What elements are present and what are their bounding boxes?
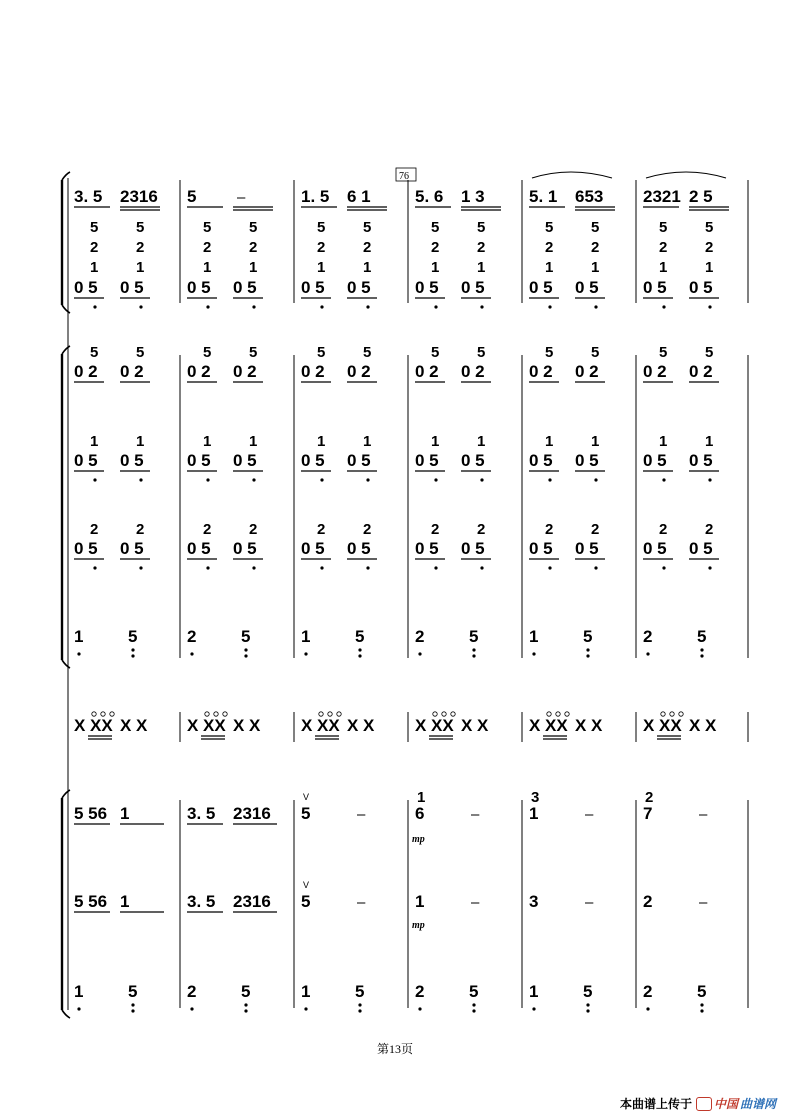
lower-note: 5 xyxy=(583,982,593,1001)
chord-bass-05: 0 5 xyxy=(233,278,257,297)
chord-mid-2: 2 xyxy=(317,239,326,256)
dyad-lower-pair: 0 2 xyxy=(301,362,325,381)
octave-dot xyxy=(646,652,649,655)
melody-note: 2321 xyxy=(643,187,681,206)
dyad-lower-pair: 0 5 xyxy=(643,451,667,470)
bracket-system1-bottom xyxy=(62,305,70,313)
chord-bass-05: 0 5 xyxy=(461,278,485,297)
dyad-lower-pair: 0 5 xyxy=(643,539,667,558)
lower-note: 5 xyxy=(301,892,311,911)
chord-mid-2: 2 xyxy=(659,239,668,256)
chord-bass-05: 0 5 xyxy=(575,278,599,297)
dyad-lower-pair: 0 5 xyxy=(120,451,144,470)
bracket-system4-top xyxy=(62,790,70,798)
octave-dot xyxy=(700,1003,703,1006)
chord-bass-05: 0 5 xyxy=(120,278,144,297)
octave-dot xyxy=(700,648,703,651)
chord-upper-5: 5 xyxy=(249,219,258,236)
octave-dot xyxy=(244,1003,247,1006)
octave-dot xyxy=(700,654,703,657)
dynamic-mp: mp xyxy=(412,920,425,931)
dyad-lower-pair: 0 5 xyxy=(529,539,553,558)
octave-dot xyxy=(366,305,369,308)
lower-note: 1 xyxy=(120,804,130,823)
dyad-upper-note: 5 xyxy=(705,344,714,361)
lower-dash: – xyxy=(357,806,366,823)
percussion-hits: X X xyxy=(575,716,603,735)
dyad-upper-note: 5 xyxy=(545,344,554,361)
percussion-hits: X X xyxy=(233,716,261,735)
lower-note: 5 xyxy=(128,982,138,1001)
octave-dot xyxy=(206,478,209,481)
lower-note: 6 xyxy=(415,804,425,823)
lower-dash: – xyxy=(471,894,480,911)
bracket-system2-top xyxy=(62,346,70,354)
dyad-upper-note: 5 xyxy=(317,344,326,361)
octave-dot xyxy=(358,1003,361,1006)
dyad-upper-note: 1 xyxy=(705,433,714,450)
dyad-upper-note: 1 xyxy=(90,433,99,450)
lower-note: 1 xyxy=(415,892,425,911)
lower-note: 3. 5 xyxy=(187,804,216,823)
lower-note: 2316 xyxy=(233,804,271,823)
dyad-lower-pair: 0 5 xyxy=(74,539,98,558)
octave-dot xyxy=(93,566,96,569)
lower-note: 7 xyxy=(643,804,653,823)
dyad-lower-pair: 0 5 xyxy=(461,451,485,470)
octave-dot xyxy=(131,1003,134,1006)
chord-low-1: 1 xyxy=(90,259,99,276)
octave-dot xyxy=(472,654,475,657)
octave-dot xyxy=(480,478,483,481)
breath-mark: V xyxy=(303,792,310,802)
percussion-hits: X XX xyxy=(643,716,682,735)
chord-bass-05: 0 5 xyxy=(643,278,667,297)
octave-dot xyxy=(662,478,665,481)
octave-dot xyxy=(586,1009,589,1012)
octave-dot xyxy=(594,478,597,481)
octave-dot xyxy=(139,478,142,481)
dyad-lower-pair: 0 5 xyxy=(347,451,371,470)
dyad-upper-note: 1 xyxy=(431,433,440,450)
bass-note: 2 xyxy=(415,627,425,646)
octave-dot xyxy=(206,566,209,569)
lower-note: 5 xyxy=(469,982,479,1001)
chord-mid-2: 2 xyxy=(249,239,258,256)
dyad-upper-note: 5 xyxy=(203,344,212,361)
dyad-lower-pair: 0 2 xyxy=(643,362,667,381)
page-number: 第13页 xyxy=(376,1042,413,1056)
dyad-upper-note: 1 xyxy=(545,433,554,450)
chord-bass-05: 0 5 xyxy=(301,278,325,297)
bracket-system1-top xyxy=(62,172,70,180)
dyad-upper-note: 1 xyxy=(363,433,372,450)
chord-upper-5: 5 xyxy=(545,219,554,236)
octave-dot xyxy=(594,566,597,569)
octave-dot xyxy=(548,566,551,569)
chord-mid-2: 2 xyxy=(136,239,145,256)
dyad-upper-note: 5 xyxy=(136,344,145,361)
dyad-lower-pair: 0 5 xyxy=(529,451,553,470)
chord-mid-2: 2 xyxy=(545,239,554,256)
octave-dot xyxy=(206,305,209,308)
chord-bass-05: 0 5 xyxy=(415,278,439,297)
melody-note: 1. 5 xyxy=(301,187,330,206)
octave-dot xyxy=(646,1007,649,1010)
dyad-lower-pair: 0 2 xyxy=(187,362,211,381)
octave-dot xyxy=(708,305,711,308)
dyad-upper-note: 2 xyxy=(431,521,440,538)
dyad-lower-pair: 0 2 xyxy=(415,362,439,381)
lower-dash: – xyxy=(471,806,480,823)
dyad-lower-pair: 0 5 xyxy=(347,539,371,558)
chord-upper-5: 5 xyxy=(591,219,600,236)
chord-mid-2: 2 xyxy=(705,239,714,256)
lower-dash: – xyxy=(585,894,594,911)
lower-note: 1 xyxy=(74,982,84,1001)
octave-dot xyxy=(304,1007,307,1010)
site-logo xyxy=(696,1095,776,1112)
chord-mid-2: 2 xyxy=(477,239,486,256)
melody-note: 5 xyxy=(187,187,197,206)
melody-note: 6 1 xyxy=(347,187,371,206)
octave-dot xyxy=(480,305,483,308)
dyad-upper-note: 2 xyxy=(203,521,212,538)
dyad-lower-pair: 0 5 xyxy=(689,539,713,558)
percussion-hits: X X xyxy=(461,716,489,735)
chord-low-1: 1 xyxy=(136,259,145,276)
dyad-lower-pair: 0 5 xyxy=(233,539,257,558)
melody-note: 5. 6 xyxy=(415,187,444,206)
dyad-upper-note: 2 xyxy=(477,521,486,538)
dyad-upper-note: 1 xyxy=(659,433,668,450)
bass-note: 5 xyxy=(355,627,365,646)
chord-bass-05: 0 5 xyxy=(347,278,371,297)
dyad-lower-pair: 0 5 xyxy=(301,451,325,470)
chord-upper-5: 5 xyxy=(203,219,212,236)
chord-low-1: 1 xyxy=(203,259,212,276)
percussion-hits: X XX xyxy=(74,716,113,735)
bass-note: 5 xyxy=(583,627,593,646)
octave-dot xyxy=(77,652,80,655)
site-footer xyxy=(620,1095,776,1112)
dyad-lower-pair: 0 2 xyxy=(689,362,713,381)
lower-note: 1 xyxy=(529,804,539,823)
lower-note: 2316 xyxy=(233,892,271,911)
bass-note: 1 xyxy=(74,627,84,646)
chord-bass-05: 0 5 xyxy=(187,278,211,297)
dyad-upper-note: 2 xyxy=(545,521,554,538)
dyad-upper-note: 5 xyxy=(591,344,600,361)
upper-stacked-note: 3 xyxy=(531,789,540,806)
octave-dot xyxy=(358,648,361,651)
dyad-lower-pair: 0 2 xyxy=(233,362,257,381)
melody-note: 5. 1 xyxy=(529,187,558,206)
dyad-lower-pair: 0 5 xyxy=(187,451,211,470)
chord-upper-5: 5 xyxy=(363,219,372,236)
dyad-upper-note: 5 xyxy=(659,344,668,361)
octave-dot xyxy=(366,566,369,569)
rehearsal-mark-text: 76 xyxy=(399,171,409,182)
dyad-lower-pair: 0 5 xyxy=(187,539,211,558)
octave-dot xyxy=(252,478,255,481)
melody-note: 3. 5 xyxy=(74,187,103,206)
octave-dot xyxy=(586,648,589,651)
octave-dot xyxy=(532,652,535,655)
octave-dot xyxy=(472,1009,475,1012)
logo-text-red: 中国 xyxy=(713,1097,738,1111)
percussion-hits: X X xyxy=(120,716,148,735)
octave-dot xyxy=(244,1009,247,1012)
chord-mid-2: 2 xyxy=(591,239,600,256)
octave-dot xyxy=(586,654,589,657)
chord-bass-05: 0 5 xyxy=(689,278,713,297)
chord-upper-5: 5 xyxy=(317,219,326,236)
octave-dot xyxy=(594,305,597,308)
octave-dot xyxy=(434,478,437,481)
chord-upper-5: 5 xyxy=(136,219,145,236)
octave-dot xyxy=(662,305,665,308)
octave-dot xyxy=(708,566,711,569)
melody-note: 653 xyxy=(575,187,604,206)
bracket-system2-bottom xyxy=(62,660,70,668)
chord-low-1: 1 xyxy=(431,259,440,276)
slur xyxy=(646,172,726,178)
dyad-lower-pair: 0 5 xyxy=(415,451,439,470)
lower-note: 2 xyxy=(643,982,653,1001)
dynamic-mp: mp xyxy=(412,834,425,845)
melody-note: 2 5 xyxy=(689,187,713,206)
dyad-upper-note: 2 xyxy=(363,521,372,538)
octave-dot xyxy=(700,1009,703,1012)
dyad-upper-note: 2 xyxy=(591,521,600,538)
octave-dot xyxy=(93,305,96,308)
lower-note: 1 xyxy=(301,982,311,1001)
dyad-upper-note: 1 xyxy=(591,433,600,450)
chord-upper-5: 5 xyxy=(659,219,668,236)
slur xyxy=(532,172,612,178)
dyad-upper-note: 2 xyxy=(90,521,99,538)
lower-note: 5 xyxy=(697,982,707,1001)
dyad-lower-pair: 0 2 xyxy=(347,362,371,381)
melody-dash: – xyxy=(237,189,246,206)
chord-low-1: 1 xyxy=(705,259,714,276)
dyad-lower-pair: 0 2 xyxy=(461,362,485,381)
dyad-lower-pair: 0 2 xyxy=(575,362,599,381)
chord-mid-2: 2 xyxy=(90,239,99,256)
melody-note: 1 3 xyxy=(461,187,485,206)
octave-dot xyxy=(131,1009,134,1012)
lower-dash: – xyxy=(585,806,594,823)
dyad-upper-note: 2 xyxy=(317,521,326,538)
footer-upload-text: 本曲谱上传于 xyxy=(619,1097,692,1111)
lower-note: 2 xyxy=(187,982,197,1001)
chord-upper-5: 5 xyxy=(705,219,714,236)
dyad-upper-note: 5 xyxy=(477,344,486,361)
dyad-lower-pair: 0 2 xyxy=(529,362,553,381)
chord-mid-2: 2 xyxy=(203,239,212,256)
chord-upper-5: 5 xyxy=(431,219,440,236)
dyad-upper-note: 1 xyxy=(249,433,258,450)
chord-upper-5: 5 xyxy=(477,219,486,236)
octave-dot xyxy=(190,1007,193,1010)
logo-icon xyxy=(696,1097,712,1111)
bass-note: 1 xyxy=(301,627,311,646)
dyad-upper-note: 2 xyxy=(136,521,145,538)
octave-dot xyxy=(77,1007,80,1010)
octave-dot xyxy=(548,305,551,308)
lower-note: 5 xyxy=(301,804,311,823)
dyad-lower-pair: 0 5 xyxy=(301,539,325,558)
dyad-lower-pair: 0 5 xyxy=(120,539,144,558)
percussion-hits: X XX xyxy=(415,716,454,735)
octave-dot xyxy=(366,478,369,481)
chord-mid-2: 2 xyxy=(363,239,372,256)
octave-dot xyxy=(358,1009,361,1012)
dyad-upper-note: 5 xyxy=(249,344,258,361)
octave-dot xyxy=(472,648,475,651)
octave-dot xyxy=(708,478,711,481)
octave-dot xyxy=(93,478,96,481)
lower-note: 5 56 xyxy=(74,892,108,911)
octave-dot xyxy=(139,566,142,569)
dyad-lower-pair: 0 5 xyxy=(575,539,599,558)
dyad-upper-note: 1 xyxy=(477,433,486,450)
lower-dash: – xyxy=(699,806,708,823)
octave-dot xyxy=(304,652,307,655)
octave-dot xyxy=(548,478,551,481)
lower-note: 5 xyxy=(355,982,365,1001)
octave-dot xyxy=(532,1007,535,1010)
octave-dot xyxy=(434,566,437,569)
lower-dash: – xyxy=(699,894,708,911)
chord-low-1: 1 xyxy=(659,259,668,276)
octave-dot xyxy=(252,305,255,308)
lower-note: 3. 5 xyxy=(187,892,216,911)
dyad-lower-pair: 0 5 xyxy=(415,539,439,558)
bracket-system4-bottom xyxy=(62,1010,70,1018)
percussion-hits: X XX xyxy=(529,716,568,735)
octave-dot xyxy=(358,654,361,657)
lower-note: 5 56 xyxy=(74,804,108,823)
lower-note: 1 xyxy=(120,892,130,911)
chord-low-1: 1 xyxy=(545,259,554,276)
octave-dot xyxy=(418,1007,421,1010)
logo-text-blue: 曲谱网 xyxy=(739,1097,776,1111)
bass-note: 2 xyxy=(187,627,197,646)
lower-note: 1 xyxy=(529,982,539,1001)
percussion-hits: X X xyxy=(689,716,717,735)
octave-dot xyxy=(586,1003,589,1006)
dyad-lower-pair: 0 5 xyxy=(689,451,713,470)
percussion-hits: X XX xyxy=(301,716,340,735)
breath-mark: V xyxy=(303,880,310,890)
bass-note: 1 xyxy=(529,627,539,646)
dyad-lower-pair: 0 5 xyxy=(461,539,485,558)
bass-note: 5 xyxy=(128,627,138,646)
octave-dot xyxy=(139,305,142,308)
octave-dot xyxy=(190,652,193,655)
chord-bass-05: 0 5 xyxy=(529,278,553,297)
dyad-upper-note: 5 xyxy=(363,344,372,361)
dyad-upper-note: 2 xyxy=(705,521,714,538)
bass-note: 5 xyxy=(241,627,251,646)
octave-dot xyxy=(252,566,255,569)
chord-low-1: 1 xyxy=(363,259,372,276)
octave-dot xyxy=(472,1003,475,1006)
dyad-upper-note: 2 xyxy=(249,521,258,538)
lower-note: 3 xyxy=(529,892,539,911)
dyad-lower-pair: 0 2 xyxy=(74,362,98,381)
bass-note: 2 xyxy=(643,627,653,646)
chord-mid-2: 2 xyxy=(431,239,440,256)
octave-dot xyxy=(320,305,323,308)
lower-dash: – xyxy=(357,894,366,911)
dyad-upper-note: 2 xyxy=(659,521,668,538)
dyad-upper-note: 1 xyxy=(136,433,145,450)
dyad-upper-note: 5 xyxy=(431,344,440,361)
melody-note: 2316 xyxy=(120,187,158,206)
octave-dot xyxy=(480,566,483,569)
octave-dot xyxy=(244,654,247,657)
lower-note: 5 xyxy=(241,982,251,1001)
percussion-hits: X X xyxy=(347,716,375,735)
chord-upper-5: 5 xyxy=(90,219,99,236)
chord-low-1: 1 xyxy=(249,259,258,276)
chord-bass-05: 0 5 xyxy=(74,278,98,297)
dyad-lower-pair: 0 5 xyxy=(74,451,98,470)
upper-stacked-note: 2 xyxy=(645,789,654,806)
octave-dot xyxy=(131,654,134,657)
dyad-upper-note: 1 xyxy=(203,433,212,450)
octave-dot xyxy=(418,652,421,655)
dyad-upper-note: 5 xyxy=(90,344,99,361)
octave-dot xyxy=(662,566,665,569)
dyad-lower-pair: 0 2 xyxy=(120,362,144,381)
chord-low-1: 1 xyxy=(591,259,600,276)
lower-note: 2 xyxy=(643,892,653,911)
octave-dot xyxy=(131,648,134,651)
bass-note: 5 xyxy=(697,627,707,646)
dyad-lower-pair: 0 5 xyxy=(575,451,599,470)
octave-dot xyxy=(244,648,247,651)
octave-dot xyxy=(434,305,437,308)
percussion-hits: X XX xyxy=(187,716,226,735)
chord-low-1: 1 xyxy=(317,259,326,276)
chord-low-1: 1 xyxy=(477,259,486,276)
upper-stacked-note: 1 xyxy=(417,789,426,806)
octave-dot xyxy=(320,566,323,569)
lower-note: 2 xyxy=(415,982,425,1001)
bass-note: 5 xyxy=(469,627,479,646)
octave-dot xyxy=(320,478,323,481)
dyad-upper-note: 1 xyxy=(317,433,326,450)
dyad-lower-pair: 0 5 xyxy=(233,451,257,470)
